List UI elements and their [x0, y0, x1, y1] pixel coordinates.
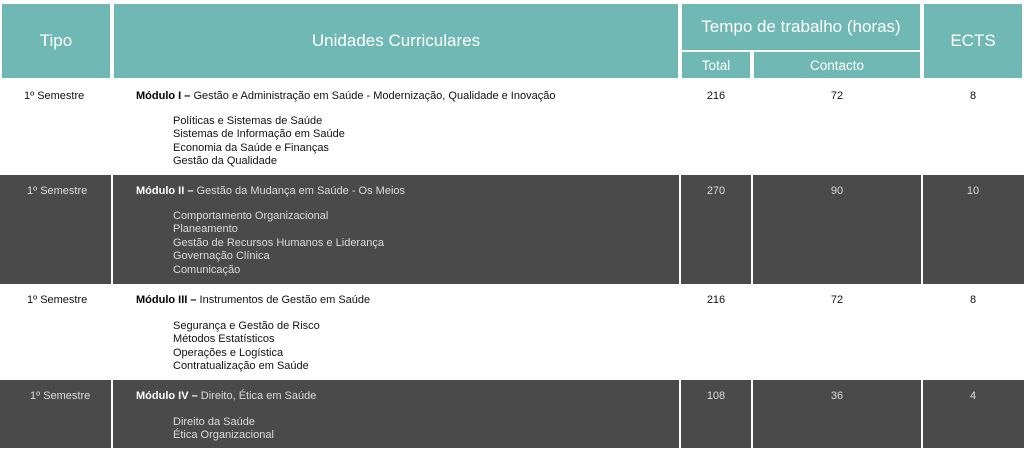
row-ects: 10	[966, 185, 980, 197]
list-item: Comunicação	[173, 263, 241, 276]
row-contacto: 72	[830, 294, 844, 306]
table-row	[0, 175, 1024, 284]
list-item: Contratualização em Saúde	[173, 360, 309, 373]
row-tipo: 1º Semestre	[27, 185, 88, 197]
column-divider	[679, 4, 681, 448]
list-item: Segurança e Gestão de Risco	[173, 320, 320, 332]
module-name: Gestão e Administração em Saúde - Modernização, Qualidade e Inovação	[190, 90, 556, 102]
row-contacto: 36	[830, 390, 844, 402]
header-unidades-curriculares: Unidades Curriculares	[114, 4, 678, 78]
list-item: Sistemas de Informação em Saúde	[173, 128, 345, 141]
row-tipo: 1º Semestre	[30, 390, 91, 402]
list-item: Gestão da Qualidade	[173, 155, 277, 168]
row-contacto: 72	[830, 90, 844, 102]
header-total: Total	[682, 52, 750, 78]
module-label: Módulo I –	[136, 90, 191, 102]
module-name: Gestão da Mudança em Saúde - Os Meios	[193, 185, 406, 197]
module-name: Direito, Ética em Saúde	[197, 390, 317, 402]
row-ects: 8	[969, 294, 977, 306]
column-divider	[751, 52, 753, 448]
row-ects: 4	[969, 390, 977, 402]
list-item: Direito da Saúde	[173, 416, 255, 428]
row-ects: 8	[969, 90, 977, 102]
row-total: 216	[706, 294, 726, 306]
row-tipo: 1º Semestre	[24, 90, 85, 102]
list-item: Governação Clínica	[173, 250, 270, 263]
module-label: Módulo II –	[136, 185, 194, 197]
table-row	[0, 286, 1024, 378]
header-tipo: Tipo	[2, 4, 110, 78]
row-total: 216	[706, 90, 726, 102]
row-tipo: 1º Semestre	[27, 294, 88, 306]
list-item: Economia da Saúde e Finanças	[173, 141, 329, 154]
row-module-title	[136, 390, 316, 403]
row-items	[173, 320, 320, 374]
list-item: Políticas e Sistemas de Saúde	[173, 115, 323, 127]
header-ects: ECTS	[924, 4, 1022, 78]
table-row	[0, 80, 1024, 173]
list-item: Ética Organizacional	[173, 429, 274, 442]
row-total: 108	[706, 390, 726, 402]
row-module-title	[136, 90, 555, 103]
module-label: Módulo IV –	[136, 390, 198, 402]
row-items	[173, 210, 384, 277]
table-row	[0, 380, 1024, 448]
list-item: Operações e Logística	[173, 346, 284, 359]
column-divider	[921, 4, 923, 448]
header-contacto: Contacto	[754, 52, 920, 78]
row-items	[173, 115, 345, 169]
row-module-title	[136, 294, 370, 307]
column-divider	[111, 4, 113, 448]
list-item: Comportamento Organizacional	[173, 210, 329, 222]
row-module-title	[136, 185, 405, 198]
list-item: Gestão de Recursos Humanos e Liderança	[173, 236, 384, 249]
module-name: Instrumentos de Gestão em Saúde	[196, 294, 371, 306]
row-contacto: 90	[830, 185, 844, 197]
module-label: Módulo III –	[136, 294, 197, 306]
header-tempo-trabalho: Tempo de trabalho (horas)	[682, 4, 920, 50]
row-total: 270	[706, 185, 726, 197]
list-item: Planeamento	[173, 223, 238, 236]
list-item: Métodos Estatísticos	[173, 333, 275, 346]
row-items	[173, 416, 274, 443]
